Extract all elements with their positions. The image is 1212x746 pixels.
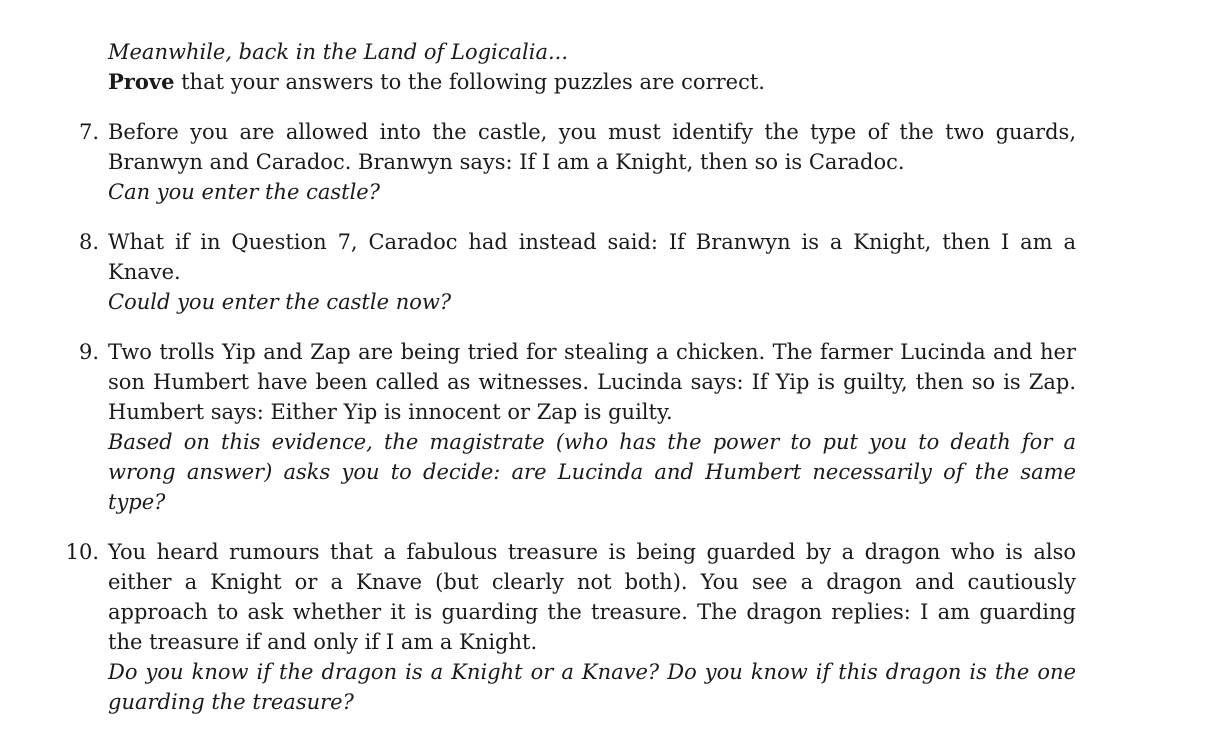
intro-line-2 [108, 67, 1088, 97]
problem-statement: Before you are allowed into the castle, you must identify the type of the two guards, Branwyn and Caradoc. Branwyn says: If I am a Knight, then so is Caradoc. [108, 120, 1076, 174]
problem-8 [78, 227, 1076, 317]
problem-list [0, 117, 1212, 737]
problem-statement: What if in Question 7, Caradoc had instead said: If Branwyn is a Knight, then I am a Knave. [108, 230, 1076, 284]
problem-number: 7. [78, 120, 99, 144]
problem-question: Based on this evidence, the magistrate (who has the power to put you to death for a wrong answer) asks you to decide: are Lucinda and Humbert necessarily of the same type? [108, 430, 1076, 514]
problem-statement: Two trolls Yip and Zap are being tried for stealing a chicken. The farmer Lucinda and her son Humbert have been called as witnesses. Lucinda says: If Yip is guilty, then so is Zap. Humbert says: Either Yip is innocent or Zap is guilty. [108, 340, 1076, 424]
problem-number: 8. [78, 230, 99, 254]
problem-question: Do you know if the dragon is a Knight or a Knave? Do you know if this dragon is the one guarding the treasure? [108, 660, 1076, 714]
intro-line-2-rest: that your answers to the following puzzles are correct. [174, 70, 765, 94]
problem-number: 9. [78, 340, 99, 364]
intro-block [108, 37, 1088, 97]
intro-line-1: Meanwhile, back in the Land of Logicalia... [108, 40, 569, 64]
problem-9 [78, 337, 1076, 517]
problem-question: Can you enter the castle? [108, 180, 380, 204]
prove-word: Prove [108, 69, 175, 94]
problem-7 [78, 117, 1076, 207]
problem-number: 10. [65, 540, 99, 564]
problem-question: Could you enter the castle now? [108, 290, 452, 314]
problem-10 [65, 537, 1076, 717]
problem-statement: You heard rumours that a fabulous treasure is being guarded by a dragon who is also either a Knight or a Knave (but clearly not both). You see a dragon and cautiously approach to ask whether it is guarding the treasure. The dragon replies: I am guarding the treasure if and only if I am a Knight. [108, 540, 1076, 654]
